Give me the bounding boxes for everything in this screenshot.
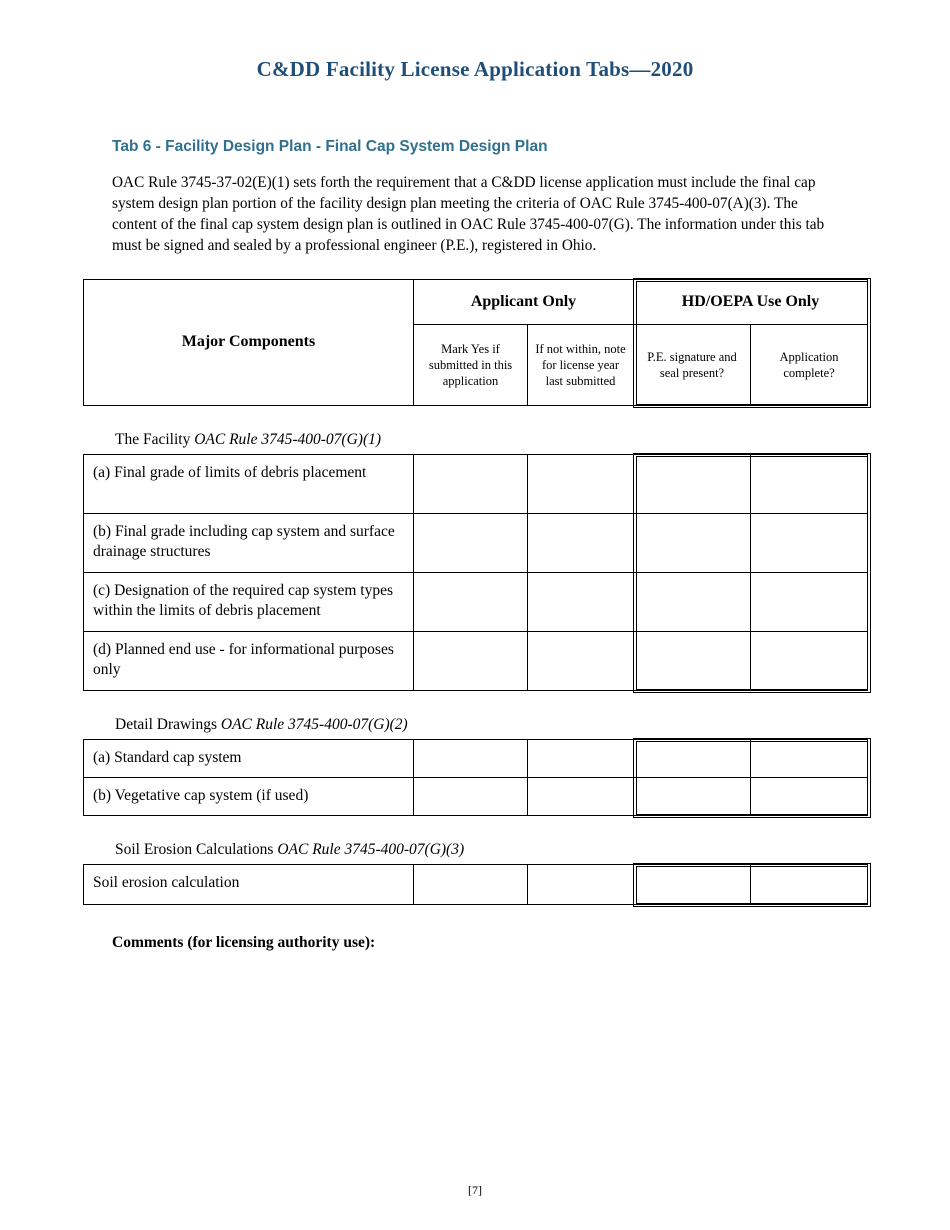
subheader-license-year: If not within, note for license year last submitted <box>528 325 634 406</box>
subheader-pe-seal: P.E. signature and seal present? <box>634 325 751 406</box>
components-table <box>83 864 868 905</box>
application-complete-cell[interactable] <box>751 455 868 514</box>
component-label: (a) Final grade of limits of debris placement <box>84 455 414 514</box>
section-caption-text: Soil Erosion Calculations <box>115 840 274 858</box>
section-caption-rule: OAC Rule 3745-400-07(G)(1) <box>194 430 382 448</box>
section-caption <box>83 431 873 449</box>
page-number: [7] <box>468 1183 482 1197</box>
tab-heading: Tab 6 - Facility Design Plan - Final Cap System Design Plan <box>112 138 548 155</box>
subheader-application-complete: Application complete? <box>751 325 868 406</box>
component-label: (c) Designation of the required cap system types within the limits of debris placement <box>84 573 414 632</box>
component-label: (d) Planned end use - for informational purposes only <box>84 632 414 691</box>
component-label: (b) Final grade including cap system and surface drainage structures <box>84 514 414 573</box>
component-sections <box>83 431 873 905</box>
section-caption-text: The Facility <box>115 430 191 448</box>
comments-label: Comments (for licensing authority use): <box>112 933 376 951</box>
license-year-cell[interactable] <box>528 573 634 632</box>
components-table <box>83 739 868 816</box>
pe-signature-cell[interactable] <box>634 455 751 514</box>
pe-signature-cell[interactable] <box>634 573 751 632</box>
mark-yes-cell[interactable] <box>414 514 528 573</box>
application-complete-cell[interactable] <box>751 632 868 691</box>
section-caption-rule: OAC Rule 3745-400-07(G)(2) <box>220 715 408 733</box>
document-title: C&DD Facility License Application Tabs—2020 <box>256 57 694 81</box>
application-complete-cell[interactable] <box>751 573 868 632</box>
pe-signature-cell[interactable] <box>634 740 751 778</box>
section-caption <box>83 841 873 859</box>
hd-oepa-header: HD/OEPA Use Only <box>634 280 868 325</box>
component-label: (a) Standard cap system <box>84 740 414 778</box>
mark-yes-cell[interactable] <box>414 778 528 816</box>
mark-yes-cell[interactable] <box>414 865 528 905</box>
subheader-mark-yes: Mark Yes if submitted in this application <box>414 325 528 406</box>
mark-yes-cell[interactable] <box>414 573 528 632</box>
major-components-header: Major Components <box>84 280 414 406</box>
mark-yes-cell[interactable] <box>414 455 528 514</box>
tables-section <box>83 279 873 905</box>
pe-signature-cell[interactable] <box>634 632 751 691</box>
mark-yes-cell[interactable] <box>414 632 528 691</box>
component-label: (b) Vegetative cap system (if used) <box>84 778 414 816</box>
license-year-cell[interactable] <box>528 514 634 573</box>
application-complete-cell[interactable] <box>751 778 868 816</box>
components-table <box>83 454 868 691</box>
section-caption <box>83 716 873 734</box>
application-complete-cell[interactable] <box>751 865 868 905</box>
component-label: Soil erosion calculation <box>84 865 414 905</box>
pe-signature-cell[interactable] <box>634 778 751 816</box>
license-year-cell[interactable] <box>528 740 634 778</box>
license-year-cell[interactable] <box>528 632 634 691</box>
license-year-cell[interactable] <box>528 455 634 514</box>
intro-paragraph: OAC Rule 3745-37-02(E)(1) sets forth the requirement that a C&DD license application must include the final cap system design plan portion of the facility design plan meeting the criteria of OAC Rule 3745-400-07(A)(3). The content of the final cap system design plan is outlined in OAC Rule 3745-400-07(G). The information under this tab must be signed and sealed by a professional engineer (P.E.), registered in Ohio. <box>112 174 825 254</box>
pe-signature-cell[interactable] <box>634 865 751 905</box>
section-caption-rule: OAC Rule 3745-400-07(G)(3) <box>277 840 465 858</box>
header-table <box>83 279 868 406</box>
pe-signature-cell[interactable] <box>634 514 751 573</box>
license-year-cell[interactable] <box>528 778 634 816</box>
license-year-cell[interactable] <box>528 865 634 905</box>
section-caption-text: Detail Drawings <box>115 715 218 733</box>
mark-yes-cell[interactable] <box>414 740 528 778</box>
application-complete-cell[interactable] <box>751 514 868 573</box>
applicant-only-header: Applicant Only <box>414 280 634 325</box>
application-complete-cell[interactable] <box>751 740 868 778</box>
